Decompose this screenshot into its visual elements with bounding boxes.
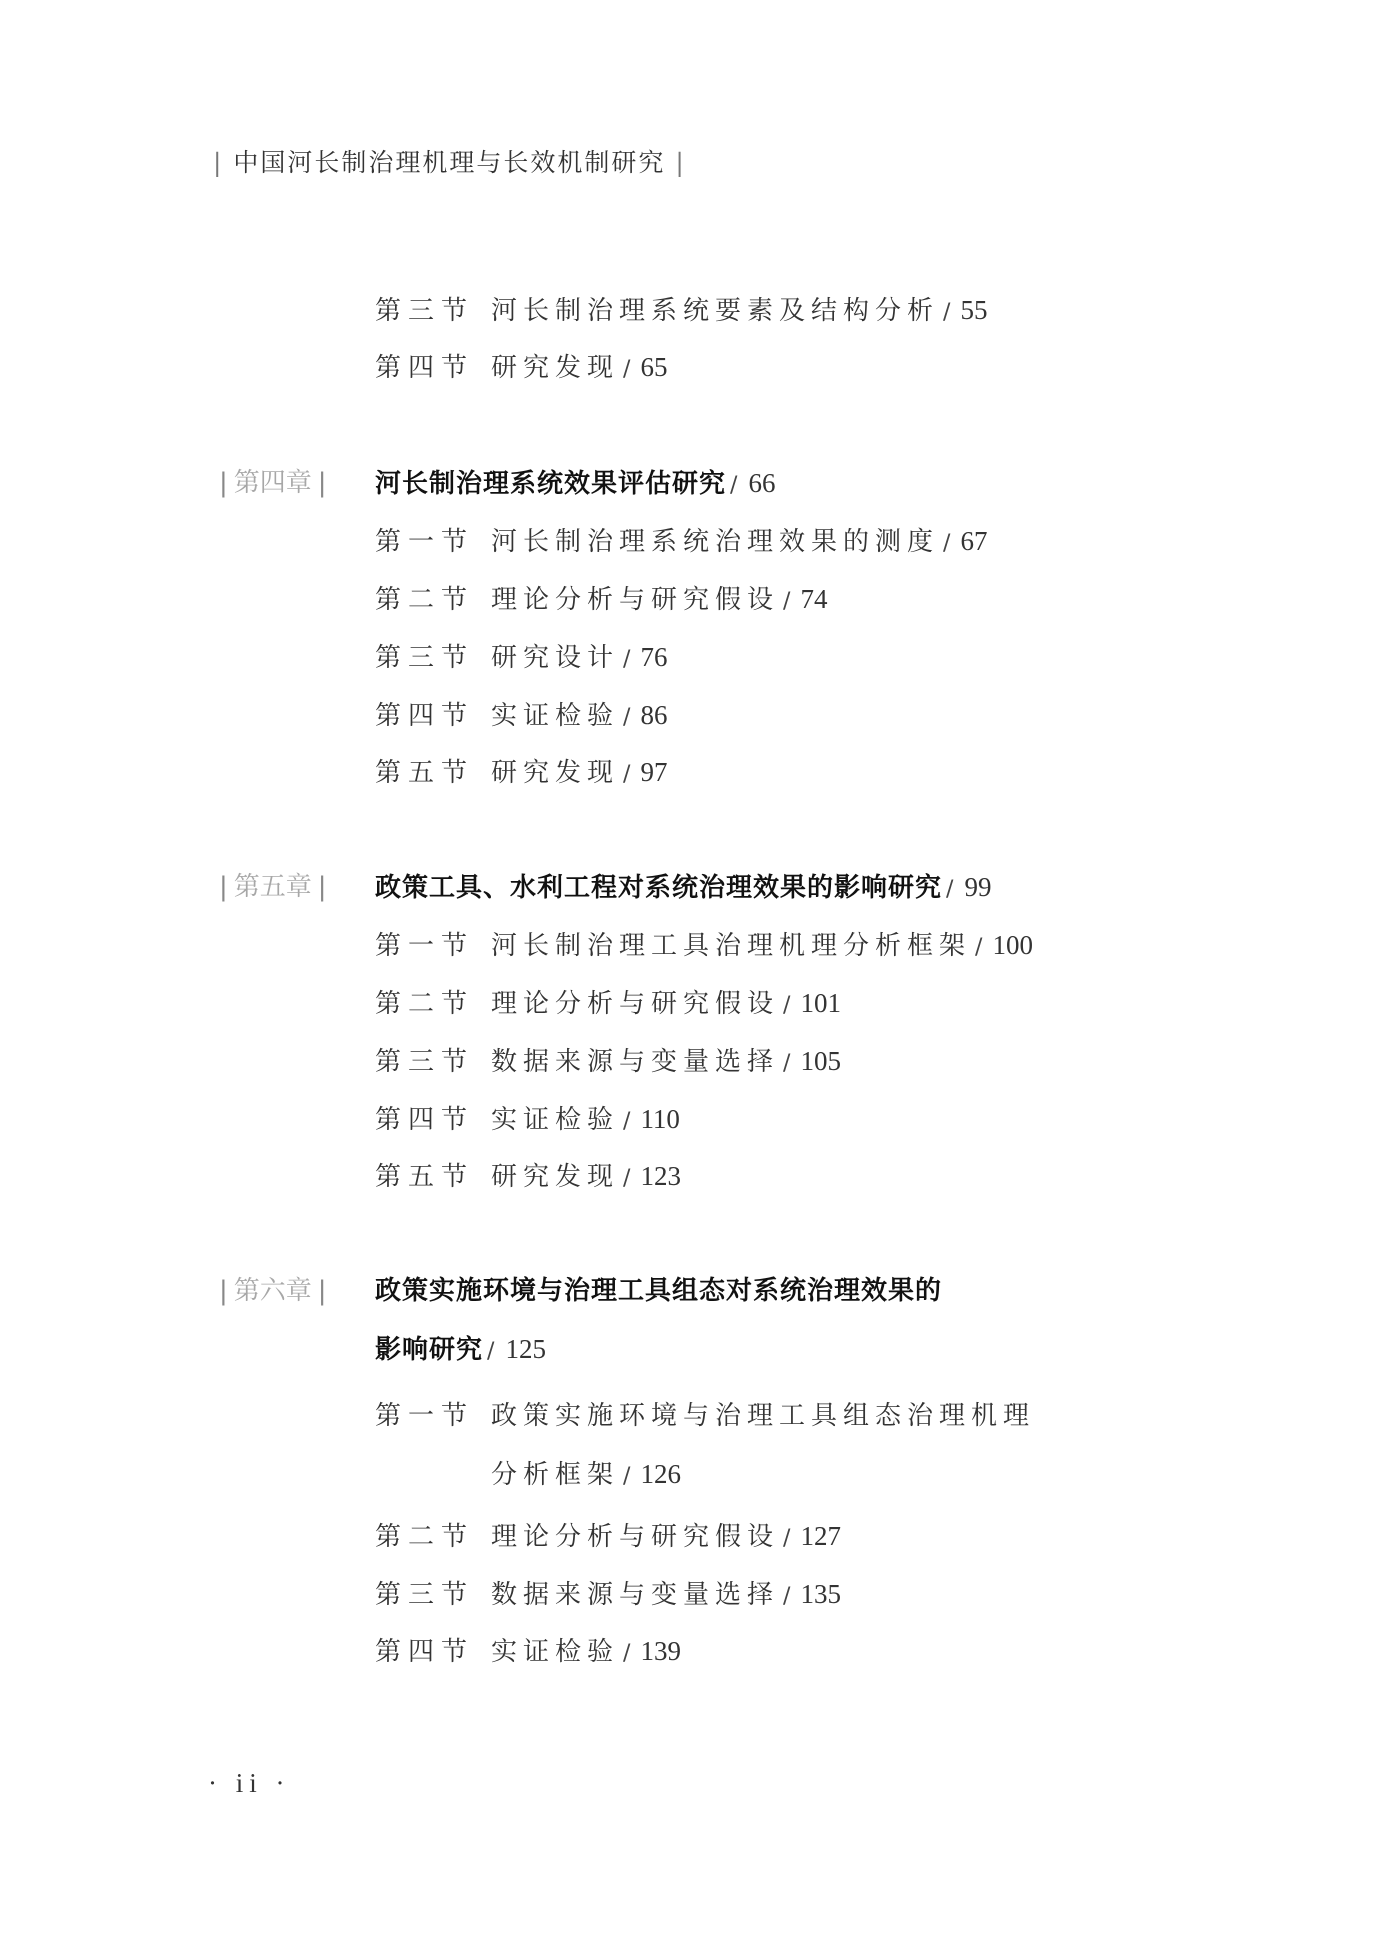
toc-section-continuation[interactable] xyxy=(491,1450,681,1498)
toc-section[interactable] xyxy=(375,691,667,739)
toc-section[interactable] xyxy=(375,575,827,623)
chapter-number: 第六章 xyxy=(233,1276,312,1306)
section-title: 河长制治理系统要素及结构分析 xyxy=(491,296,940,326)
section-label: 第四节 xyxy=(375,1637,475,1667)
page-number: 99 xyxy=(964,872,992,902)
page-number: 55 xyxy=(960,295,988,325)
separator: / xyxy=(623,762,631,787)
page-number: 125 xyxy=(505,1334,546,1364)
separator: / xyxy=(623,705,631,730)
chapter-title[interactable] xyxy=(375,1267,942,1376)
chapter-bar-left: | xyxy=(219,872,228,902)
section-title: 研究发现 xyxy=(491,1162,620,1192)
toc-section[interactable] xyxy=(375,1152,681,1200)
page-number: 97 xyxy=(640,757,668,787)
toc-section[interactable] xyxy=(375,517,987,565)
separator: / xyxy=(623,1109,631,1134)
toc-section[interactable] xyxy=(375,1037,841,1085)
section-label: 第四节 xyxy=(375,1105,475,1135)
section-label: 第四节 xyxy=(375,353,475,383)
section-title: 研究发现 xyxy=(491,758,620,788)
header-bar-left: | xyxy=(213,148,224,177)
section-title: 理论分析与研究假设 xyxy=(491,1522,780,1552)
toc-section[interactable] xyxy=(375,748,667,796)
section-title-cont: 分析框架 xyxy=(491,1460,620,1490)
section-label: 第三节 xyxy=(375,1047,475,1077)
page-number: 67 xyxy=(960,526,988,556)
page-number: 76 xyxy=(640,642,668,672)
section-label: 第五节 xyxy=(375,758,475,788)
separator: / xyxy=(783,1526,791,1551)
toc-section[interactable] xyxy=(375,343,667,391)
section-label: 第四节 xyxy=(375,701,475,731)
section-label: 第二节 xyxy=(375,1522,475,1552)
separator: / xyxy=(946,877,955,902)
separator: / xyxy=(783,1051,791,1076)
separator: / xyxy=(943,300,951,325)
page-number: 105 xyxy=(800,1046,841,1076)
toc-section[interactable] xyxy=(375,1570,841,1618)
section-title: 实证检验 xyxy=(491,701,620,731)
chapter-title-text: 河长制治理系统效果评估研究 xyxy=(375,469,727,499)
section-label: 第一节 xyxy=(375,527,475,557)
toc-section[interactable] xyxy=(375,633,667,681)
separator: / xyxy=(783,589,791,614)
separator: / xyxy=(623,1464,631,1489)
separator: / xyxy=(623,357,631,382)
chapter-bar-left: | xyxy=(219,468,228,498)
chapter-label xyxy=(213,459,333,507)
chapter-bar-right: | xyxy=(317,468,327,498)
chapter-title-text: 政策工具、水利工程对系统治理效果的影响研究 xyxy=(375,873,943,903)
section-label: 第三节 xyxy=(375,643,475,673)
section-title: 研究设计 xyxy=(491,643,620,673)
separator: / xyxy=(487,1339,496,1364)
toc-section[interactable] xyxy=(375,1392,1035,1440)
running-header xyxy=(213,143,686,179)
separator: / xyxy=(730,473,739,498)
separator: / xyxy=(975,935,983,960)
toc-section[interactable] xyxy=(375,921,1033,969)
section-title: 河长制治理系统治理效果的测度 xyxy=(491,527,940,557)
section-title: 实证检验 xyxy=(491,1105,620,1135)
page-number: 127 xyxy=(800,1521,841,1551)
section-title: 政策实施环境与治理工具组态治理机理 xyxy=(491,1401,1036,1431)
section-label: 第一节 xyxy=(375,1401,475,1431)
section-title: 研究发现 xyxy=(491,353,620,383)
page-folio: · ii · xyxy=(208,1768,291,1798)
chapter-label xyxy=(213,1267,333,1315)
chapter-number: 第四章 xyxy=(233,468,312,498)
page-number: 74 xyxy=(800,584,828,614)
separator: / xyxy=(783,993,791,1018)
section-title: 理论分析与研究假设 xyxy=(491,989,780,1019)
page-number: 100 xyxy=(992,930,1033,960)
chapter-label xyxy=(213,863,333,911)
chapter-title[interactable] xyxy=(375,459,775,510)
toc-section[interactable] xyxy=(375,979,841,1027)
page-number: 65 xyxy=(640,352,668,382)
chapter-bar-right: | xyxy=(317,872,327,902)
separator: / xyxy=(943,531,951,556)
chapter-bar-left: | xyxy=(219,1276,228,1306)
page-number: 86 xyxy=(640,700,668,730)
section-label: 第三节 xyxy=(375,1580,475,1610)
page-number: 139 xyxy=(640,1636,681,1666)
section-title: 河长制治理工具治理机理分析框架 xyxy=(491,931,972,961)
section-label: 第二节 xyxy=(375,989,475,1019)
page-number: 123 xyxy=(640,1161,681,1191)
page-number: 110 xyxy=(640,1104,680,1134)
chapter-title[interactable] xyxy=(375,863,991,914)
section-label: 第五节 xyxy=(375,1162,475,1192)
page-number: 66 xyxy=(748,468,776,498)
separator: / xyxy=(783,1584,791,1609)
separator: / xyxy=(623,1166,631,1191)
header-title: 中国河长制治理机理与长效机制研究 xyxy=(233,148,666,177)
section-title: 理论分析与研究假设 xyxy=(491,585,780,615)
page-number: 126 xyxy=(640,1459,681,1489)
toc-section[interactable] xyxy=(375,1095,680,1143)
chapter-title-line1: 政策实施环境与治理工具组态对系统治理效果的 xyxy=(375,1276,943,1306)
page-number: 101 xyxy=(800,988,841,1018)
chapter-title-line2: 影响研究 xyxy=(375,1335,484,1365)
page-number: 135 xyxy=(800,1579,841,1609)
section-title: 数据来源与变量选择 xyxy=(491,1580,780,1610)
section-label: 第一节 xyxy=(375,931,475,961)
chapter-number: 第五章 xyxy=(233,872,312,902)
section-title: 数据来源与变量选择 xyxy=(491,1047,780,1077)
chapter-bar-right: | xyxy=(317,1276,327,1306)
separator: / xyxy=(623,1641,631,1666)
header-bar-right: | xyxy=(675,148,686,177)
separator: / xyxy=(623,647,631,672)
section-label: 第三节 xyxy=(375,296,475,326)
toc-section[interactable] xyxy=(375,1627,681,1675)
section-title: 实证检验 xyxy=(491,1637,620,1667)
section-label: 第二节 xyxy=(375,585,475,615)
toc-section[interactable] xyxy=(375,286,987,334)
toc-section[interactable] xyxy=(375,1512,841,1560)
